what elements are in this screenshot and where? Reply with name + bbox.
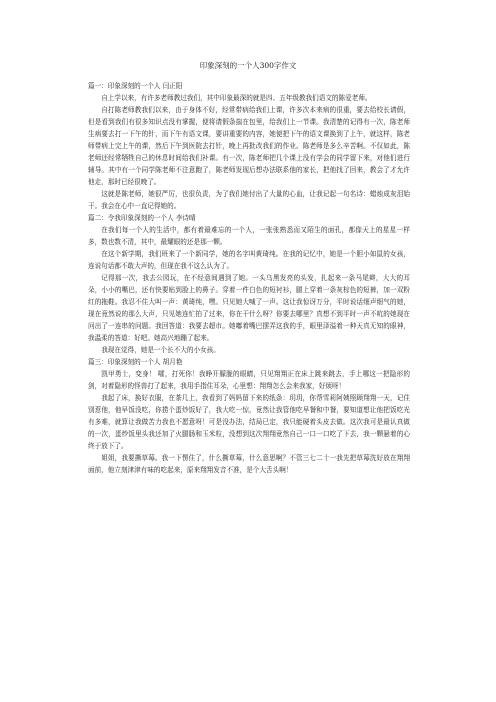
section-heading: 篇三：印象深刻的一个人 胡月艳 — [88, 358, 183, 366]
paragraph: 我现在觉得，她是一个长不大的小女孩。 — [101, 346, 220, 354]
section-heading: 篇一：印象深刻的一个人 闫正阳 — [88, 82, 183, 90]
paragraph: 自打陈老师教我们以来，由于身体不好，经常带病给我们上课，许多次本来病的很重，要去给校长请假，但是看到我们有很多知识点没有掌握，便将请假条揣在包里，给我们上一节课。我清楚的记得有一次，陈老师生病要去打一下午的针，而下午有语文课，要讲重要的内容，她便把下午的语文课换到了上午，就这样，陈老师带病上完上午的课，然后下午到医院去打针，晚上再批改我们的作业。陈老师是多么辛苦啊。不仅如此，陈老师还经常牺牲自己的休息时间给我们补课。有一次，陈老师把几个课上没有学会的同学留下来，对他们进行辅导。其中有一个同学陈老师不注意跑了，陈老师发现后想办法联系他的家长，把他找了回来，教会了才允许他走，那时已经很晚了。 — [88, 106, 410, 186]
document-title: 印象深刻的一个人300字作文 — [199, 61, 297, 70]
paragraph: 这就是陈老师，她很严厉，也很负责，为了我们她付出了大量的心血，让我记起一句名诗：蜡烛成灰泪始干。我会在心中一直记得她的。 — [88, 190, 410, 210]
paragraph: 记得那一次，我去公园玩，在不经意间遇到了她。一头乌黑发亮的头发，扎起来一条马尾辫，大大的耳朵，小小的嘴巴，还有快要贴到脸上的鼻子。穿着一件白色的短衬衫，腿上穿着一条灰棕色的短裤，加一双粉红的拖鞋。我忍不住大叫一声：黄琦纯，嘿。只见她大喊了一声。这让我惊讶万分，平时说话细声细气的她，现在竟然说的那么大声，只见她连忙拍了过来，你在干什么呀？你要去哪里？真想不到平时一声不吭的她现在问出了一连串的问题。我回答道：我要去超市。她嘟着嘴巴摆弄这我的手，眼里泽溢着一种天真无知的眼神，我温柔的答道：好吧。她高兴地蹦了起来。 — [88, 274, 410, 342]
paragraph: 凯甲勇士，变身！ 嚯，打死你！我睁开朦胧的眼睛，只见翔翔正在床上跳来跳去，手上哪这一把隐形的剑，对着隐形的怪兽打了起来，我用手指住耳朵，心里想：翔翔怎么会来我家，好烦呀！ — [88, 370, 410, 390]
paragraph: 我起了床，换好衣服，在茶几上，我看到了妈妈留下来的纸条：玥玥，你帮雪莉阿姨照顾翔翔一天，记住别惹他，他早饭没吃，你捞个蛋炒饭好了，我大吃一惊，竟然让我管他吃早餐和中餐，要知道想让他把饭吃光有多难，就算让我做苦力我也不愿意呀！可是没办法，结局已定，我只能硬着头皮去做。这次我可是最认真做的一次，蛋炒饭里头我还加了火腿肠和玉米粒，没想到这次翔翔竟然自己一口一口吃了下去，我一颗悬着的心终于放下了。 — [88, 394, 410, 450]
paragraph: 自上学以来，有许多老师教过我们，其中印象最深的就是四、五年级教我们语文的陈爱老师。 — [101, 94, 372, 102]
paragraph: 在我们每一个人的生活中，都有着最难忘的一个人，一张张熟悉而又陌生的面孔，都像天上的星星一样多，数也数不清，其中，最耀眼的还是那一颗。 — [88, 226, 410, 246]
document-body — [88, 80, 410, 476]
paragraph: 姐姐，我要撕草莓。我一下愣住了，什么撕草莓，什么意思啊？不管三七二十一我先把草莓洗好放在翔翔面前，他立刻津津有味的吃起来，原来翔翔发音不准，是个大舌头啊！ — [88, 454, 410, 474]
paragraph: 在这个新学期，我们班来了一个新同学，她的名字叫黄琦纯。在我的记忆中，她是一个胆小如鼠的女孩，连说句话都不敢大声的，但现在我不这么认为了。 — [88, 250, 410, 270]
section-heading: 篇二：令我印象深刻的一个人 李诗晴 — [88, 214, 196, 222]
